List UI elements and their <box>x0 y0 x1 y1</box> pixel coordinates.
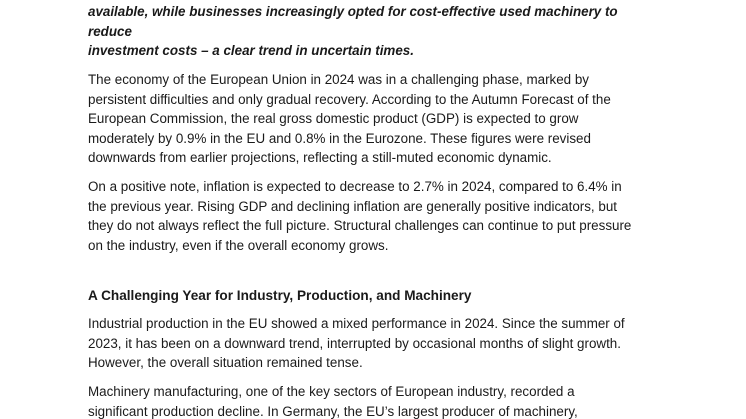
economy-paragraph: The economy of the European Union in 2024 was in a challenging phase, marked by persistent difficulties and only gradual recovery. According to the Autumn Forecast of the European Commission, the real gross domestic product (GDP) is expected to grow moderately by 0.9% in the EU and 0.8% in the Eurozone. These figures were revised downwards from earlier projections, reflecting a still-muted economic dynamic. <box>88 72 611 165</box>
industrial-production-paragraph: Industrial production in the EU showed a mixed performance in 2024. Since the summer of 2023, it has been on a downward trend, interrupted by occasional months of slight growth. However, the overall situation remained tense. <box>88 316 625 370</box>
machinery-paragraph: Machinery manufacturing, one of the key sectors of European industry, recorded a significant production decline. In Germany, the EU’s largest producer of machinery, <box>88 384 578 419</box>
inflation-paragraph: On a positive note, inflation is expected to decrease to 2.7% in 2024, compared to 6.4% in the previous year. Rising GDP and declining inflation are generally positive indicators, but they do not always reflect the full picture. Structural challenges can continue to put pressure on the industry, even if the overall economy grows. <box>88 179 632 253</box>
intro-paragraph: available, while businesses increasingly opted for cost-effective used machinery to reduce investment costs – a clear trend in uncertain times. <box>88 4 618 58</box>
document-page <box>88 0 663 419</box>
section-heading: A Challenging Year for Industry, Production, and Machinery <box>88 288 472 303</box>
